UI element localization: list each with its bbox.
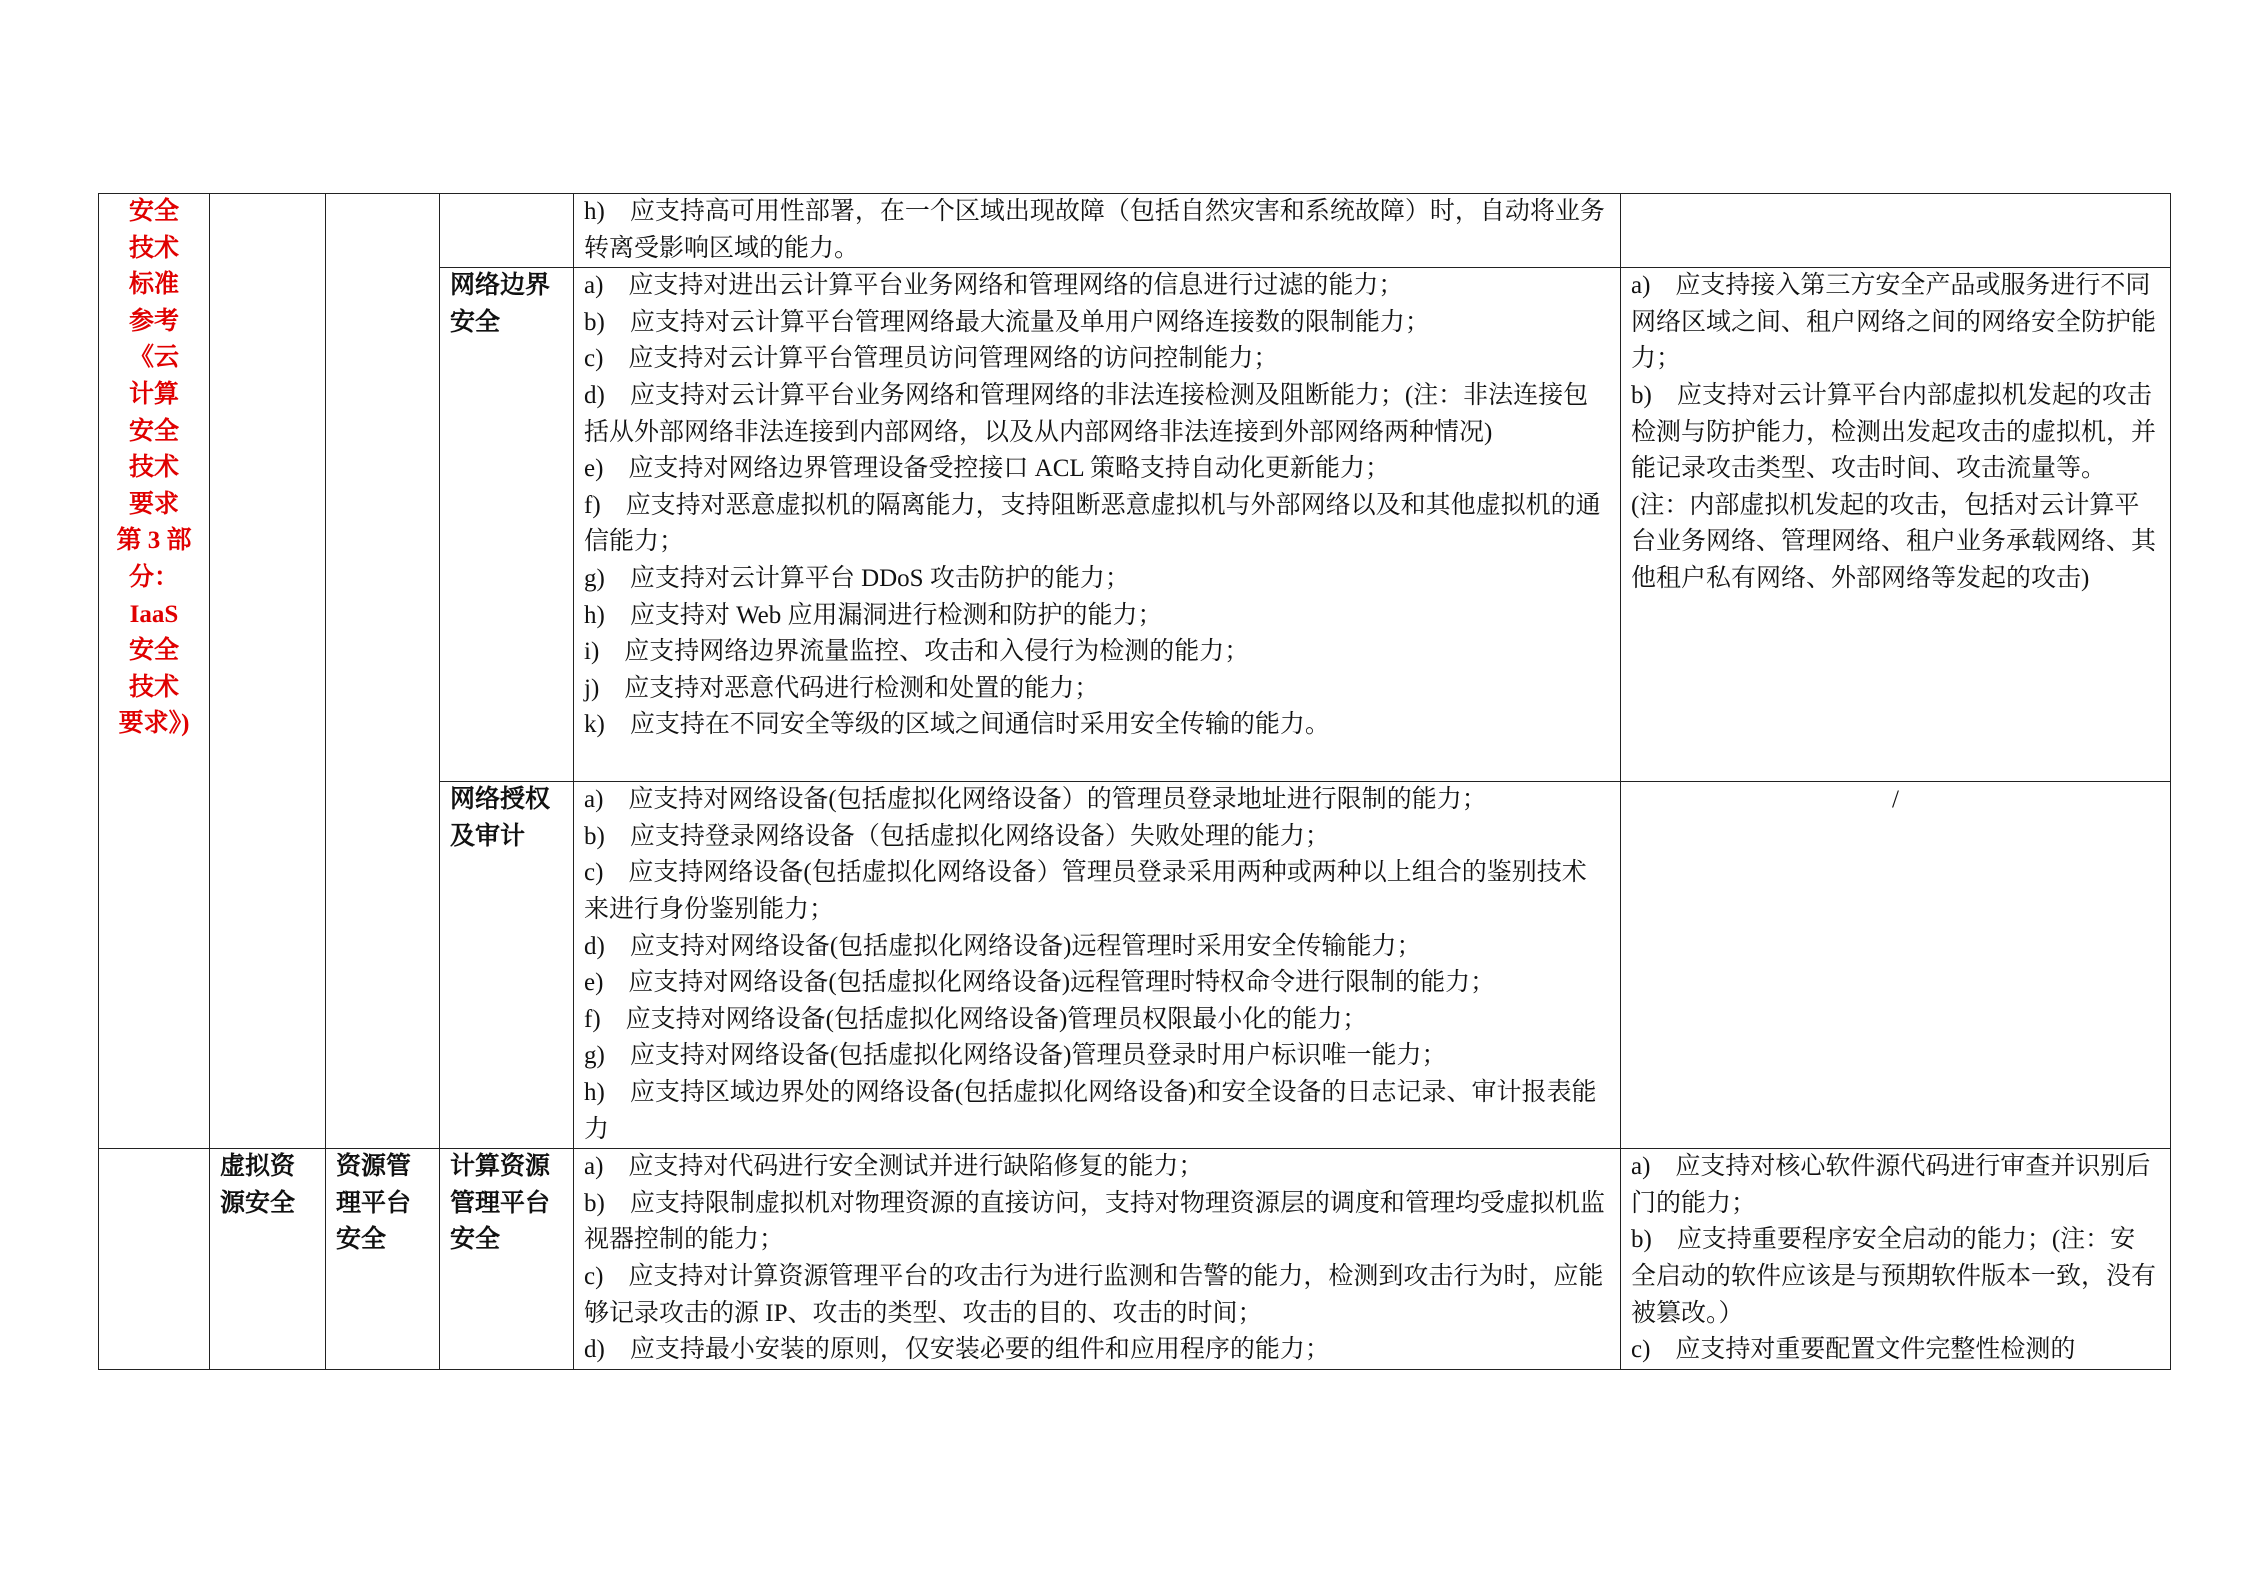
enhanced-item: b) 应支持重要程序安全启动的能力；(注：安全启动的软件应该是与预期软件版本一致，没有被篡改。） <box>1631 1226 2157 1327</box>
level1-cell <box>210 194 326 1149</box>
standard-reference-line: 安全 <box>128 417 179 445</box>
requirement-item: c) 应支持对云计算平台管理员访问管理网络的访问控制能力； <box>584 345 1279 373</box>
standard-reference-line: 要求》) <box>118 710 190 738</box>
requirements-table <box>98 193 2171 1370</box>
standard-reference-line: 《云 <box>128 344 179 372</box>
requirement-item: j) 应支持对恶意代码进行检测和处置的能力； <box>584 674 1100 702</box>
enhanced-item: a) 应支持接入第三方安全产品或服务进行不同网络区域之间、租户网络之间的网络安全防护能力； <box>1631 272 2157 373</box>
requirement-item: c) 应支持对计算资源管理平台的攻击行为进行监测和告警的能力，检测到攻击行为时，应能够记录攻击的源 IP、攻击的类型、攻击的目的、攻击的时间； <box>584 1262 1604 1327</box>
requirement-item: d) 应支持对网络设备(包括虚拟化网络设备)远程管理时采用安全传输能力； <box>584 932 1422 960</box>
standard-reference-line: 计算 <box>128 380 179 408</box>
requirement-item: i) 应支持网络边界流量监控、攻击和入侵行为检测的能力； <box>584 638 1250 666</box>
enhanced-requirements-cell <box>1621 194 2171 268</box>
requirements-cell <box>574 194 1621 268</box>
enhanced-requirements-cell: / <box>1621 782 2171 1149</box>
standard-reference-line: 标准 <box>128 271 179 299</box>
requirement-item: b) 应支持限制虚拟机对物理资源的直接访问，支持对物理资源层的调度和管理均受虚拟机监视器控制的能力； <box>584 1189 1605 1254</box>
requirements-cell <box>574 268 1621 782</box>
standard-reference-line: 技术 <box>128 673 179 701</box>
requirement-item: h) 应支持对 Web 应用漏洞进行检测和防护的能力； <box>584 601 1163 629</box>
requirement-item: g) 应支持对网络设备(包括虚拟化网络设备)管理员登录时用户标识唯一能力； <box>584 1042 1447 1070</box>
section-network-boundary: 网络边界安全 <box>440 268 574 782</box>
standard-reference-line: IaaS <box>129 600 179 628</box>
requirement-item: g) 应支持对云计算平台 DDoS 攻击防护的能力； <box>584 564 1130 592</box>
requirement-item: c) 应支持网络设备(包括虚拟化网络设备）管理员登录采用两种或两种以上组合的鉴别技术来进行身份鉴别能力； <box>584 859 1587 923</box>
standard-reference-cell-continued <box>99 1149 210 1370</box>
section-virtual-resource-security: 虚拟资源安全 <box>210 1149 326 1370</box>
requirement-item: h) 应支持区域边界处的网络设备(包括虚拟化网络设备)和安全设备的日志记录、审计报表能力 <box>584 1078 1597 1143</box>
requirement-item: b) 应支持登录网络设备（包括虚拟化网络设备）失败处理的能力； <box>584 822 1330 850</box>
standard-reference-label <box>109 194 199 743</box>
section-compute-resource-platform-security: 计算资源管理平台安全 <box>440 1149 574 1370</box>
section-network-authorization-audit: 网络授权及审计 <box>440 782 574 1149</box>
requirement-item: a) 应支持对网络设备(包括虚拟化网络设备）的管理员登录地址进行限制的能力； <box>584 786 1487 814</box>
table-row <box>99 1149 2171 1370</box>
level3-cell <box>440 194 574 268</box>
requirement-item: a) 应支持对进出云计算平台业务网络和管理网络的信息进行过滤的能力； <box>584 272 1404 300</box>
requirement-item: k) 应支持在不同安全等级的区域之间通信时采用安全传输的能力。 <box>584 711 1330 739</box>
section-resource-platform-security: 资源管理平台安全 <box>326 1149 440 1370</box>
enhanced-item: c) 应支持对重要配置文件完整性检测的 <box>1631 1336 2076 1364</box>
requirement-item: d) 应支持对云计算平台业务网络和管理网络的非法连接检测及阻断能力；(注：非法连接包括从外部网络非法连接到内部网络，以及从内部网络非法连接到外部网络两种情况) <box>584 381 1589 446</box>
requirement-item: d) 应支持最小安装的原则，仅安装必要的组件和应用程序的能力； <box>584 1336 1330 1364</box>
standard-reference-cell <box>99 194 210 1149</box>
requirement-item: b) 应支持对云计算平台管理网络最大流量及单用户网络连接数的限制能力； <box>584 308 1430 336</box>
enhanced-requirements-cell <box>1621 1149 2171 1370</box>
requirement-item: h) 应支持高可用性部署，在一个区域出现故障（包括自然灾害和系统故障）时，自动将业务转离受影响区域的能力。 <box>584 198 1605 262</box>
standard-reference-line: 安全 <box>128 637 179 665</box>
standard-reference-line: 技术 <box>128 234 179 262</box>
standard-reference-line: 技术 <box>128 454 179 482</box>
standard-reference-line: 安全 <box>128 198 179 225</box>
requirement-item: f) 应支持对网络设备(包括虚拟化网络设备)管理员权限最小化的能力； <box>584 1005 1368 1033</box>
requirement-item: e) 应支持对网络边界管理设备受控接口 ACL 策略支持自动化更新能力； <box>584 455 1390 483</box>
requirements-cell <box>574 782 1621 1149</box>
level2-cell <box>326 194 440 1149</box>
standard-reference-line: 第 3 部 <box>116 527 192 555</box>
requirement-item: e) 应支持对网络设备(包括虚拟化网络设备)远程管理时特权命令进行限制的能力； <box>584 969 1496 997</box>
enhanced-requirements-cell <box>1621 268 2171 782</box>
requirements-cell <box>574 1149 1621 1370</box>
standard-reference-line: 参考 <box>128 307 179 335</box>
standard-reference-line: 分： <box>128 563 179 591</box>
standard-reference-line: 要求 <box>128 490 179 518</box>
enhanced-item: b) 应支持对云计算平台内部虚拟机发起的攻击检测与防护能力，检测出发起攻击的虚拟机，并能记录攻击类型、攻击时间、攻击流量等。(注：内部虚拟机发起的攻击，包括对云计算平台业务网络、管理网络、租户业务承载网络、其他租户私有网络、外部网络等发起的攻击) <box>1631 381 2157 592</box>
requirement-item: a) 应支持对代码进行安全测试并进行缺陷修复的能力； <box>584 1153 1204 1181</box>
table-row <box>99 194 2171 268</box>
enhanced-item: a) 应支持对核心软件源代码进行审查并识别后门的能力； <box>1631 1153 2151 1217</box>
requirement-item: f) 应支持对恶意虚拟机的隔离能力，支持阻断恶意虚拟机与外部网络以及和其他虚拟机的通信能力； <box>584 491 1601 556</box>
